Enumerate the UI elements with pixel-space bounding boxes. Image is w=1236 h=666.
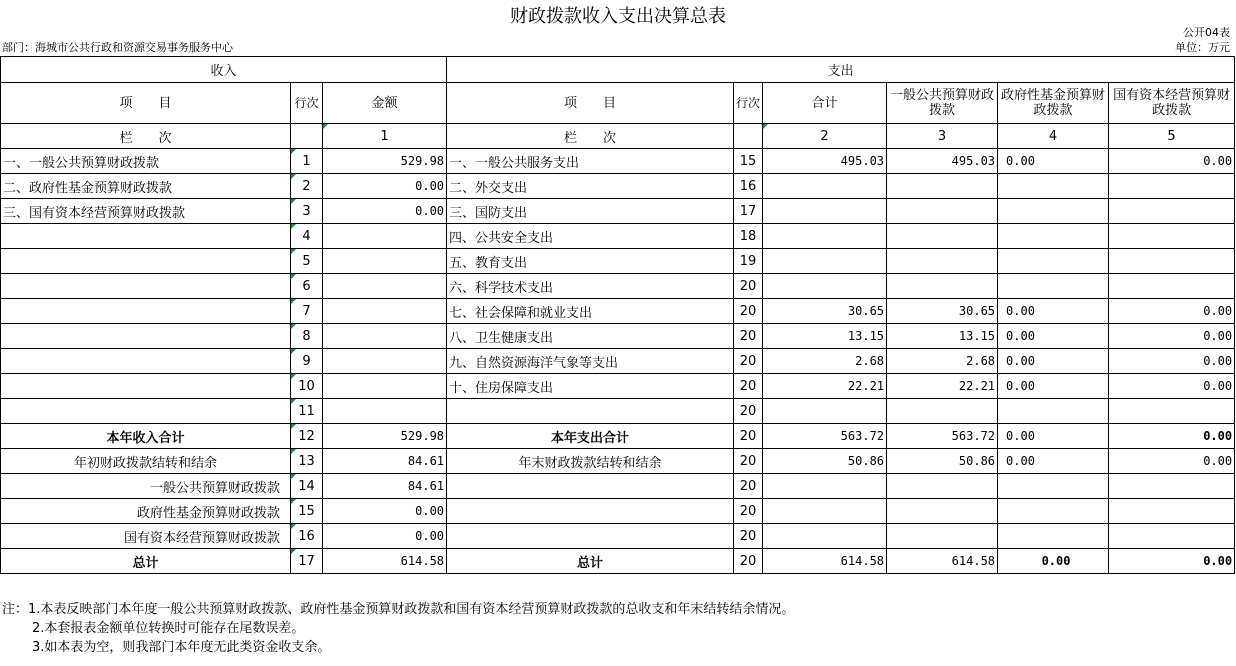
expense-line-no: 19 xyxy=(734,249,763,274)
expense-item: 本年支出合计 xyxy=(447,424,734,449)
expense-state xyxy=(1109,524,1235,549)
total-header: 合计 xyxy=(763,83,887,124)
income-item xyxy=(1,274,291,299)
expense-item xyxy=(447,524,734,549)
expense-total xyxy=(763,524,887,549)
expense-item: 八、卫生健康支出 xyxy=(447,324,734,349)
expense-total: 614.58 xyxy=(763,549,887,574)
expense-state: 0.00 xyxy=(1109,324,1235,349)
expense-fund: 0.00 xyxy=(998,549,1109,574)
expense-total xyxy=(763,249,887,274)
expense-state xyxy=(1109,474,1235,499)
table-row xyxy=(1,449,1235,474)
expense-general: 50.86 xyxy=(887,449,998,474)
income-amount: 0.00 xyxy=(323,199,447,224)
expense-general xyxy=(887,199,998,224)
expense-general xyxy=(887,474,998,499)
fund-header: 政府性基金预算财政拨款 xyxy=(998,83,1109,124)
expense-item: 总计 xyxy=(447,549,734,574)
expense-line-no: 20 xyxy=(734,274,763,299)
expense-general xyxy=(887,249,998,274)
expense-general xyxy=(887,524,998,549)
expense-total xyxy=(763,399,887,424)
expense-general: 30.65 xyxy=(887,299,998,324)
expense-item: 三、国防支出 xyxy=(447,199,734,224)
expense-item: 一、一般公共服务支出 xyxy=(447,149,734,174)
expense-general xyxy=(887,224,998,249)
expense-col-label: 栏 次 xyxy=(447,124,734,149)
table-row xyxy=(1,224,1235,249)
expense-item xyxy=(447,499,734,524)
income-line-no: 13 xyxy=(291,449,323,474)
income-item: 国有资本经营预算财政拨款 xyxy=(1,524,291,549)
expense-fund xyxy=(998,474,1109,499)
expense-total xyxy=(763,499,887,524)
income-line-no: 8 xyxy=(291,324,323,349)
expense-item: 七、社会保障和就业支出 xyxy=(447,299,734,324)
income-item xyxy=(1,349,291,374)
income-line-no: 14 xyxy=(291,474,323,499)
income-item xyxy=(1,374,291,399)
income-item-header: 项 目 xyxy=(1,83,291,124)
expense-fund xyxy=(998,499,1109,524)
department-label: 部门：海城市公共行政和资源交易事务服务中心 xyxy=(2,41,233,54)
table-row xyxy=(1,399,1235,424)
income-item: 一、一般公共预算财政拨款 xyxy=(1,149,291,174)
expense-general: 563.72 xyxy=(887,424,998,449)
expense-total: 30.65 xyxy=(763,299,887,324)
expense-item: 五、教育支出 xyxy=(447,249,734,274)
expense-state xyxy=(1109,249,1235,274)
expense-general: 2.68 xyxy=(887,349,998,374)
col-2: 2 xyxy=(763,124,887,149)
expense-item: 年末财政拨款结转和结余 xyxy=(447,449,734,474)
expense-fund: 0.00 xyxy=(998,324,1109,349)
expense-item xyxy=(447,399,734,424)
table-row xyxy=(1,249,1235,274)
income-header: 收入 xyxy=(1,57,447,83)
expense-line-no: 20 xyxy=(734,499,763,524)
expense-line-no: 20 xyxy=(734,324,763,349)
expense-fund: 0.00 xyxy=(998,424,1109,449)
income-item: 二、政府性基金预算财政拨款 xyxy=(1,174,291,199)
expense-state: 0.00 xyxy=(1109,349,1235,374)
expense-total xyxy=(763,224,887,249)
expense-fund xyxy=(998,174,1109,199)
income-line-no: 12 xyxy=(291,424,323,449)
general-header: 一般公共预算财政拨款 xyxy=(887,83,998,124)
income-amount: 0.00 xyxy=(323,499,447,524)
income-line-no: 16 xyxy=(291,524,323,549)
expense-line-no: 18 xyxy=(734,224,763,249)
table-row xyxy=(1,374,1235,399)
expense-col-blank xyxy=(734,124,763,149)
income-item xyxy=(1,224,291,249)
income-item: 本年收入合计 xyxy=(1,424,291,449)
income-item xyxy=(1,299,291,324)
expense-header: 支出 xyxy=(447,57,1235,83)
income-amount xyxy=(323,324,447,349)
income-amount xyxy=(323,274,447,299)
table-row xyxy=(1,424,1235,449)
expense-item xyxy=(447,474,734,499)
table-row xyxy=(1,324,1235,349)
table-row xyxy=(1,349,1235,374)
expense-general: 614.58 xyxy=(887,549,998,574)
income-amount xyxy=(323,399,447,424)
expense-state: 0.00 xyxy=(1109,449,1235,474)
expense-state xyxy=(1109,174,1235,199)
expense-total xyxy=(763,474,887,499)
expense-state: 0.00 xyxy=(1109,374,1235,399)
income-item: 三、国有资本经营预算财政拨款 xyxy=(1,199,291,224)
expense-line-no: 20 xyxy=(734,424,763,449)
income-amount: 84.61 xyxy=(323,449,447,474)
expense-line-no: 20 xyxy=(734,299,763,324)
expense-line-no: 15 xyxy=(734,149,763,174)
expense-line-no: 16 xyxy=(734,174,763,199)
unit-label: 单位：万元 xyxy=(1175,41,1230,54)
expense-fund xyxy=(998,249,1109,274)
expense-total: 22.21 xyxy=(763,374,887,399)
expense-line-no: 20 xyxy=(734,399,763,424)
expense-general xyxy=(887,174,998,199)
expense-fund xyxy=(998,224,1109,249)
expense-state xyxy=(1109,499,1235,524)
expense-item: 六、科学技术支出 xyxy=(447,274,734,299)
income-amount: 0.00 xyxy=(323,524,447,549)
expense-state xyxy=(1109,274,1235,299)
expense-general xyxy=(887,399,998,424)
expense-state xyxy=(1109,224,1235,249)
income-item xyxy=(1,324,291,349)
income-amount xyxy=(323,374,447,399)
expense-line-no: 20 xyxy=(734,349,763,374)
expense-state xyxy=(1109,199,1235,224)
table-row xyxy=(1,549,1235,574)
income-amount xyxy=(323,224,447,249)
income-amount: 529.98 xyxy=(323,424,447,449)
expense-state: 0.00 xyxy=(1109,549,1235,574)
amount-header: 金额 xyxy=(323,83,447,124)
expense-general: 13.15 xyxy=(887,324,998,349)
expense-item: 十、住房保障支出 xyxy=(447,374,734,399)
expense-fund: 0.00 xyxy=(998,149,1109,174)
note-2: 2.本套报表金额单位转换时可能存在尾数误差。 xyxy=(32,621,305,636)
income-line-no: 4 xyxy=(291,224,323,249)
expense-state: 0.00 xyxy=(1109,299,1235,324)
income-amount: 0.00 xyxy=(323,174,447,199)
income-line-no: 3 xyxy=(291,199,323,224)
expense-general: 22.21 xyxy=(887,374,998,399)
expense-total: 563.72 xyxy=(763,424,887,449)
income-line-no: 17 xyxy=(291,549,323,574)
expense-fund xyxy=(998,524,1109,549)
income-col-blank xyxy=(291,124,323,149)
expense-item: 二、外交支出 xyxy=(447,174,734,199)
income-line-no: 7 xyxy=(291,299,323,324)
income-item: 年初财政拨款结转和结余 xyxy=(1,449,291,474)
note-3: 3.如本表为空，则我部门本年度无此类资金收支余。 xyxy=(32,640,331,655)
expense-fund xyxy=(998,199,1109,224)
expense-fund xyxy=(998,274,1109,299)
income-line-no: 1 xyxy=(291,149,323,174)
expense-fund: 0.00 xyxy=(998,299,1109,324)
expense-fund: 0.00 xyxy=(998,349,1109,374)
income-item: 总计 xyxy=(1,549,291,574)
expense-line-no: 20 xyxy=(734,474,763,499)
page-title: 财政拨款收入支出决算总表 xyxy=(510,6,726,27)
form-number: 公开04表 xyxy=(1183,26,1230,39)
expense-item-header: 项 目 xyxy=(447,83,734,124)
income-line-no: 5 xyxy=(291,249,323,274)
notes xyxy=(2,600,794,657)
expense-total: 50.86 xyxy=(763,449,887,474)
col-4: 4 xyxy=(998,124,1109,149)
income-line-no: 11 xyxy=(291,399,323,424)
expense-total xyxy=(763,274,887,299)
note-1: 注：1.本表反映部门本年度一般公共预算财政拨款、政府性基金预算财政拨款和国有资本经营预算财政拨款的总收支和年末结转结余情况。 xyxy=(2,602,795,617)
income-item xyxy=(1,399,291,424)
expense-fund: 0.00 xyxy=(998,374,1109,399)
col-5: 5 xyxy=(1109,124,1235,149)
income-line-no: 15 xyxy=(291,499,323,524)
income-line-no: 6 xyxy=(291,274,323,299)
expense-general: 495.03 xyxy=(887,149,998,174)
expense-line-no: 20 xyxy=(734,449,763,474)
expense-line-no: 20 xyxy=(734,524,763,549)
income-amount: 84.61 xyxy=(323,474,447,499)
fiscal-summary-table xyxy=(0,56,1235,574)
expense-total: 495.03 xyxy=(763,149,887,174)
expense-state: 0.00 xyxy=(1109,424,1235,449)
income-item: 政府性基金预算财政拨款 xyxy=(1,499,291,524)
table-row xyxy=(1,199,1235,224)
state-header: 国有资本经营预算财政拨款 xyxy=(1109,83,1235,124)
expense-line-no: 20 xyxy=(734,549,763,574)
income-amount xyxy=(323,249,447,274)
expense-item: 四、公共安全支出 xyxy=(447,224,734,249)
table-row xyxy=(1,149,1235,174)
expense-total: 13.15 xyxy=(763,324,887,349)
income-col-label: 栏 次 xyxy=(1,124,291,149)
col-1: 1 xyxy=(323,124,447,149)
col-3: 3 xyxy=(887,124,998,149)
income-amount: 614.58 xyxy=(323,549,447,574)
table-row xyxy=(1,299,1235,324)
expense-line-no: 17 xyxy=(734,199,763,224)
income-line-no: 2 xyxy=(291,174,323,199)
table-row xyxy=(1,499,1235,524)
table-row xyxy=(1,524,1235,549)
expense-total: 2.68 xyxy=(763,349,887,374)
expense-line-no: 20 xyxy=(734,374,763,399)
expense-general xyxy=(887,274,998,299)
income-amount xyxy=(323,299,447,324)
expense-fund: 0.00 xyxy=(998,449,1109,474)
income-line-header: 行次 xyxy=(291,83,323,124)
expense-total xyxy=(763,174,887,199)
income-line-no: 10 xyxy=(291,374,323,399)
income-item xyxy=(1,249,291,274)
expense-fund xyxy=(998,399,1109,424)
income-line-no: 9 xyxy=(291,349,323,374)
income-amount xyxy=(323,349,447,374)
table-row xyxy=(1,274,1235,299)
income-item: 一般公共预算财政拨款 xyxy=(1,474,291,499)
table-row xyxy=(1,474,1235,499)
expense-state xyxy=(1109,399,1235,424)
expense-total xyxy=(763,199,887,224)
expense-general xyxy=(887,499,998,524)
expense-state: 0.00 xyxy=(1109,149,1235,174)
income-amount: 529.98 xyxy=(323,149,447,174)
expense-item: 九、自然资源海洋气象等支出 xyxy=(447,349,734,374)
expense-line-header: 行次 xyxy=(734,83,763,124)
table-row xyxy=(1,174,1235,199)
